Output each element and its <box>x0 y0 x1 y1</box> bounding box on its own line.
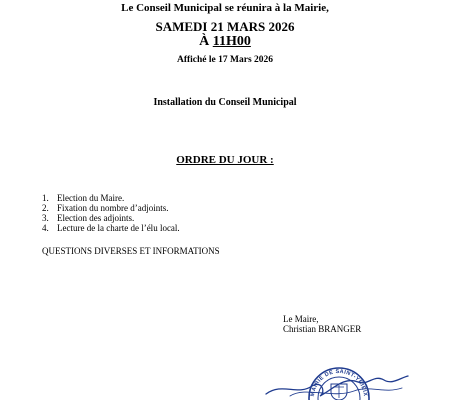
agenda-item <box>42 213 180 223</box>
agenda-list <box>42 193 180 233</box>
posted-date: Affiché le 17 Mars 2026 <box>176 55 274 65</box>
mayor-signature-block <box>283 314 361 334</box>
agenda-item-text: Fixation du nombre d’adjoints. <box>57 203 169 213</box>
agenda-item-text: Lecture de la charte de l’élu local. <box>57 223 180 233</box>
agenda-item <box>42 203 180 213</box>
agenda-item-text: Election du Maire. <box>57 193 125 203</box>
mayor-role: Le Maire, <box>283 314 319 324</box>
meeting-subject: Installation du Conseil Municipal <box>153 97 297 108</box>
mayor-name: Christian BRANGER <box>283 324 362 334</box>
meeting-date: SAMEDI 21 MARS 2026 <box>155 19 295 34</box>
meeting-time-prefix: À <box>199 34 213 49</box>
agenda-item <box>42 193 180 203</box>
signature-scribble <box>266 376 408 396</box>
agenda-title: ORDRE DU JOUR : <box>176 154 274 166</box>
agenda-item <box>42 223 180 233</box>
meeting-header: Le Conseil Municipal se réunira à la Mairie, <box>121 2 329 14</box>
town-hall-stamp <box>262 336 412 400</box>
meeting-time <box>0 34 450 50</box>
agenda-item-number: 3. <box>42 213 49 223</box>
agenda-item-text: Election des adjoints. <box>57 213 135 223</box>
agenda-item-number: 2. <box>42 203 49 213</box>
stamp-emblem-mark <box>334 385 344 398</box>
misc-questions: QUESTIONS DIVERSES ET INFORMATIONS <box>42 246 220 256</box>
stamp-text-path: MAIRIE DE SAINT-YRIEIX <box>309 368 369 397</box>
agenda-item-number: 1. <box>42 193 49 203</box>
meeting-time-value: 11H00 <box>212 34 251 49</box>
agenda-item-number: 4. <box>42 223 49 233</box>
